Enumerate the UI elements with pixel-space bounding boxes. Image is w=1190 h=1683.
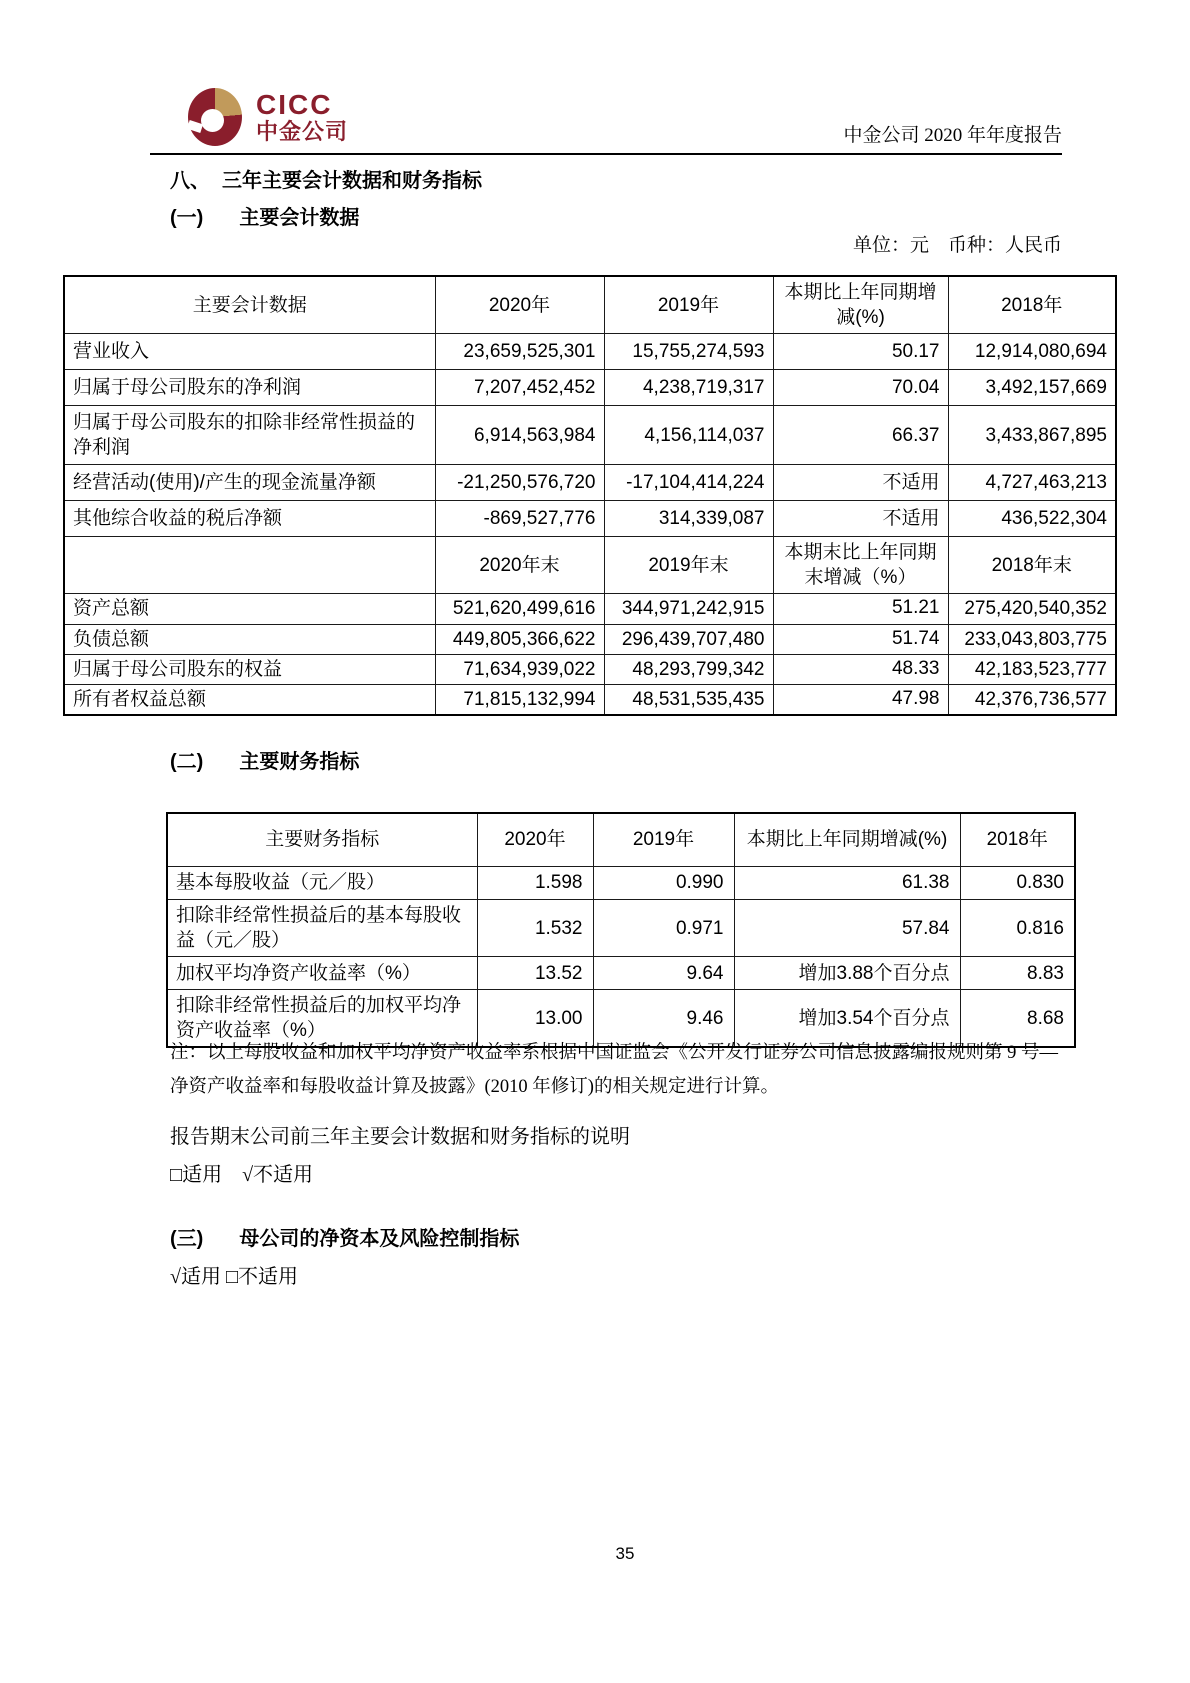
table-cell: 增加3.88个百分点 <box>734 957 960 990</box>
table-cell: 66.37 <box>773 406 948 465</box>
table-cell: 3,492,157,669 <box>948 370 1116 406</box>
table-header-row <box>64 276 1116 334</box>
subsection-title: 主要会计数据 <box>239 207 360 229</box>
report-title: 中金公司 2020 年年度报告 <box>843 125 1062 146</box>
applicability-line-2: √适用 □不适用 <box>170 1266 299 1288</box>
table-cell: 42,183,523,777 <box>948 654 1116 684</box>
table-cell: 71,634,939,022 <box>435 654 604 684</box>
table-cell: 归属于母公司股东的净利润 <box>64 370 435 406</box>
table-cell: 负债总额 <box>64 624 435 654</box>
table-row <box>64 370 1116 406</box>
table-cell: 本期比上年同期增减(%) <box>773 276 948 334</box>
table-cell: 0.816 <box>960 900 1075 957</box>
table-cell: 2019年 <box>604 276 773 334</box>
table-cell: -869,527,776 <box>435 501 604 537</box>
table-cell: 9.46 <box>593 990 734 1048</box>
table-cell: 15,755,274,593 <box>604 334 773 370</box>
table-cell: 3,433,867,895 <box>948 406 1116 465</box>
table-cell: 本期比上年同期增减(%) <box>734 813 960 867</box>
table-cell: 2018年 <box>948 276 1116 334</box>
table-cell: 经营活动(使用)/产生的现金流量净额 <box>64 465 435 501</box>
subsection-title: 母公司的净资本及风险控制指标 <box>239 1228 520 1250</box>
table-cell: 57.84 <box>734 900 960 957</box>
main-accounting-data-table <box>63 275 1117 716</box>
table-cell <box>64 537 435 594</box>
table-row <box>64 624 1116 654</box>
table-row <box>64 501 1116 537</box>
table-cell: 其他综合收益的税后净额 <box>64 501 435 537</box>
table-row <box>167 867 1075 900</box>
table-cell: 营业收入 <box>64 334 435 370</box>
table-row <box>64 594 1116 624</box>
table-cell: 12,914,080,694 <box>948 334 1116 370</box>
table-cell: 主要财务指标 <box>167 813 477 867</box>
table-cell: 1.532 <box>477 900 593 957</box>
table-cell: 加权平均净资产收益率（%） <box>167 957 477 990</box>
table-cell: 2020年 <box>477 813 593 867</box>
note-text: 注：以上每股收益和加权平均净资产收益率系根据中国证监会《公开发行证券公司信息披露编报规则第 9 号—净资产收益率和每股收益计算及披露》(2010 年修订)的相关规定进行计算。 <box>170 1043 1059 1098</box>
cicc-logo <box>188 88 348 146</box>
statement-text: 报告期末公司前三年主要会计数据和财务指标的说明 <box>170 1126 630 1148</box>
table-cell: 基本每股收益（元／股） <box>167 867 477 900</box>
table-cell: 4,238,719,317 <box>604 370 773 406</box>
subsection-heading-2 <box>170 745 359 774</box>
table-cell: 4,156,114,037 <box>604 406 773 465</box>
table-cell: 4,727,463,213 <box>948 465 1116 501</box>
table-cell: -21,250,576,720 <box>435 465 604 501</box>
table-cell: 275,420,540,352 <box>948 594 1116 624</box>
table-cell: 不适用 <box>773 501 948 537</box>
table-cell: 13.00 <box>477 990 593 1048</box>
logo-text-cn: 中金公司 <box>256 119 349 145</box>
applicability-line-1: □适用 √不适用 <box>170 1164 314 1186</box>
table-cell: 2018年 <box>960 813 1075 867</box>
table-cell: 296,439,707,480 <box>604 624 773 654</box>
table-cell: 2020年末 <box>435 537 604 594</box>
main-financial-indicators-table <box>166 812 1076 1048</box>
table-cell: 48,293,799,342 <box>604 654 773 684</box>
table-cell: 13.52 <box>477 957 593 990</box>
section-number: 八、 <box>170 170 210 192</box>
table-cell: 233,043,803,775 <box>948 624 1116 654</box>
table-row <box>64 465 1116 501</box>
table-cell: 61.38 <box>734 867 960 900</box>
section-title: 三年主要会计数据和财务指标 <box>222 170 482 192</box>
table-cell: 0.830 <box>960 867 1075 900</box>
table-cell: 增加3.54个百分点 <box>734 990 960 1048</box>
table-header-row <box>64 537 1116 594</box>
table-cell: 50.17 <box>773 334 948 370</box>
table-cell: 2020年 <box>435 276 604 334</box>
table-cell: 资产总额 <box>64 594 435 624</box>
table-cell: 70.04 <box>773 370 948 406</box>
table-cell: 42,376,736,577 <box>948 684 1116 715</box>
table-cell: 0.990 <box>593 867 734 900</box>
table-row <box>64 334 1116 370</box>
table-row <box>64 654 1116 684</box>
subsection-number: (二) <box>170 751 204 773</box>
subsection-heading-1 <box>170 201 359 230</box>
table-cell: 8.68 <box>960 990 1075 1048</box>
header-divider <box>150 153 1062 155</box>
table-row <box>167 957 1075 990</box>
table-cell: -17,104,414,224 <box>604 465 773 501</box>
cicc-logo-text <box>256 88 348 145</box>
subsection-number: (三) <box>170 1228 204 1250</box>
table-cell: 521,620,499,616 <box>435 594 604 624</box>
table-cell: 2019年 <box>593 813 734 867</box>
table-cell: 2019年末 <box>604 537 773 594</box>
table-cell: 48.33 <box>773 654 948 684</box>
table-cell: 436,522,304 <box>948 501 1116 537</box>
table-cell: 扣除非经常性损益后的加权平均净资产收益率（%） <box>167 990 477 1048</box>
table-row <box>64 684 1116 715</box>
cicc-logo-icon <box>188 88 242 146</box>
table-cell: 6,914,563,984 <box>435 406 604 465</box>
unit-currency-line: 单位：元 币种：人民币 <box>852 235 1062 256</box>
table-cell: 所有者权益总额 <box>64 684 435 715</box>
table-cell: 不适用 <box>773 465 948 501</box>
table-cell: 7,207,452,452 <box>435 370 604 406</box>
table-cell: 0.971 <box>593 900 734 957</box>
table-cell: 归属于母公司股东的权益 <box>64 654 435 684</box>
table-cell: 本期末比上年同期末增减（%） <box>773 537 948 594</box>
table-cell: 主要会计数据 <box>64 276 435 334</box>
table-cell: 51.74 <box>773 624 948 654</box>
table-cell: 8.83 <box>960 957 1075 990</box>
table-cell: 344,971,242,915 <box>604 594 773 624</box>
table-cell: 23,659,525,301 <box>435 334 604 370</box>
table-cell: 47.98 <box>773 684 948 715</box>
table-cell: 48,531,535,435 <box>604 684 773 715</box>
table-header-row <box>167 813 1075 867</box>
table-cell: 71,815,132,994 <box>435 684 604 715</box>
table-cell: 1.598 <box>477 867 593 900</box>
table-row <box>64 406 1116 465</box>
page-number: 35 <box>615 1544 635 1563</box>
table-row <box>167 900 1075 957</box>
table-cell: 51.21 <box>773 594 948 624</box>
subsection-number: (一) <box>170 207 204 229</box>
table-cell: 314,339,087 <box>604 501 773 537</box>
subsection-title: 主要财务指标 <box>239 751 360 773</box>
table-cell: 扣除非经常性损益后的基本每股收益（元／股） <box>167 900 477 957</box>
table-cell: 归属于母公司股东的扣除非经常性损益的净利润 <box>64 406 435 465</box>
table-cell: 2018年末 <box>948 537 1116 594</box>
table-cell: 9.64 <box>593 957 734 990</box>
logo-text-en: CICC <box>256 89 333 120</box>
section-heading-8 <box>170 164 482 193</box>
table-cell: 449,805,366,622 <box>435 624 604 654</box>
subsection-heading-3 <box>170 1222 519 1251</box>
